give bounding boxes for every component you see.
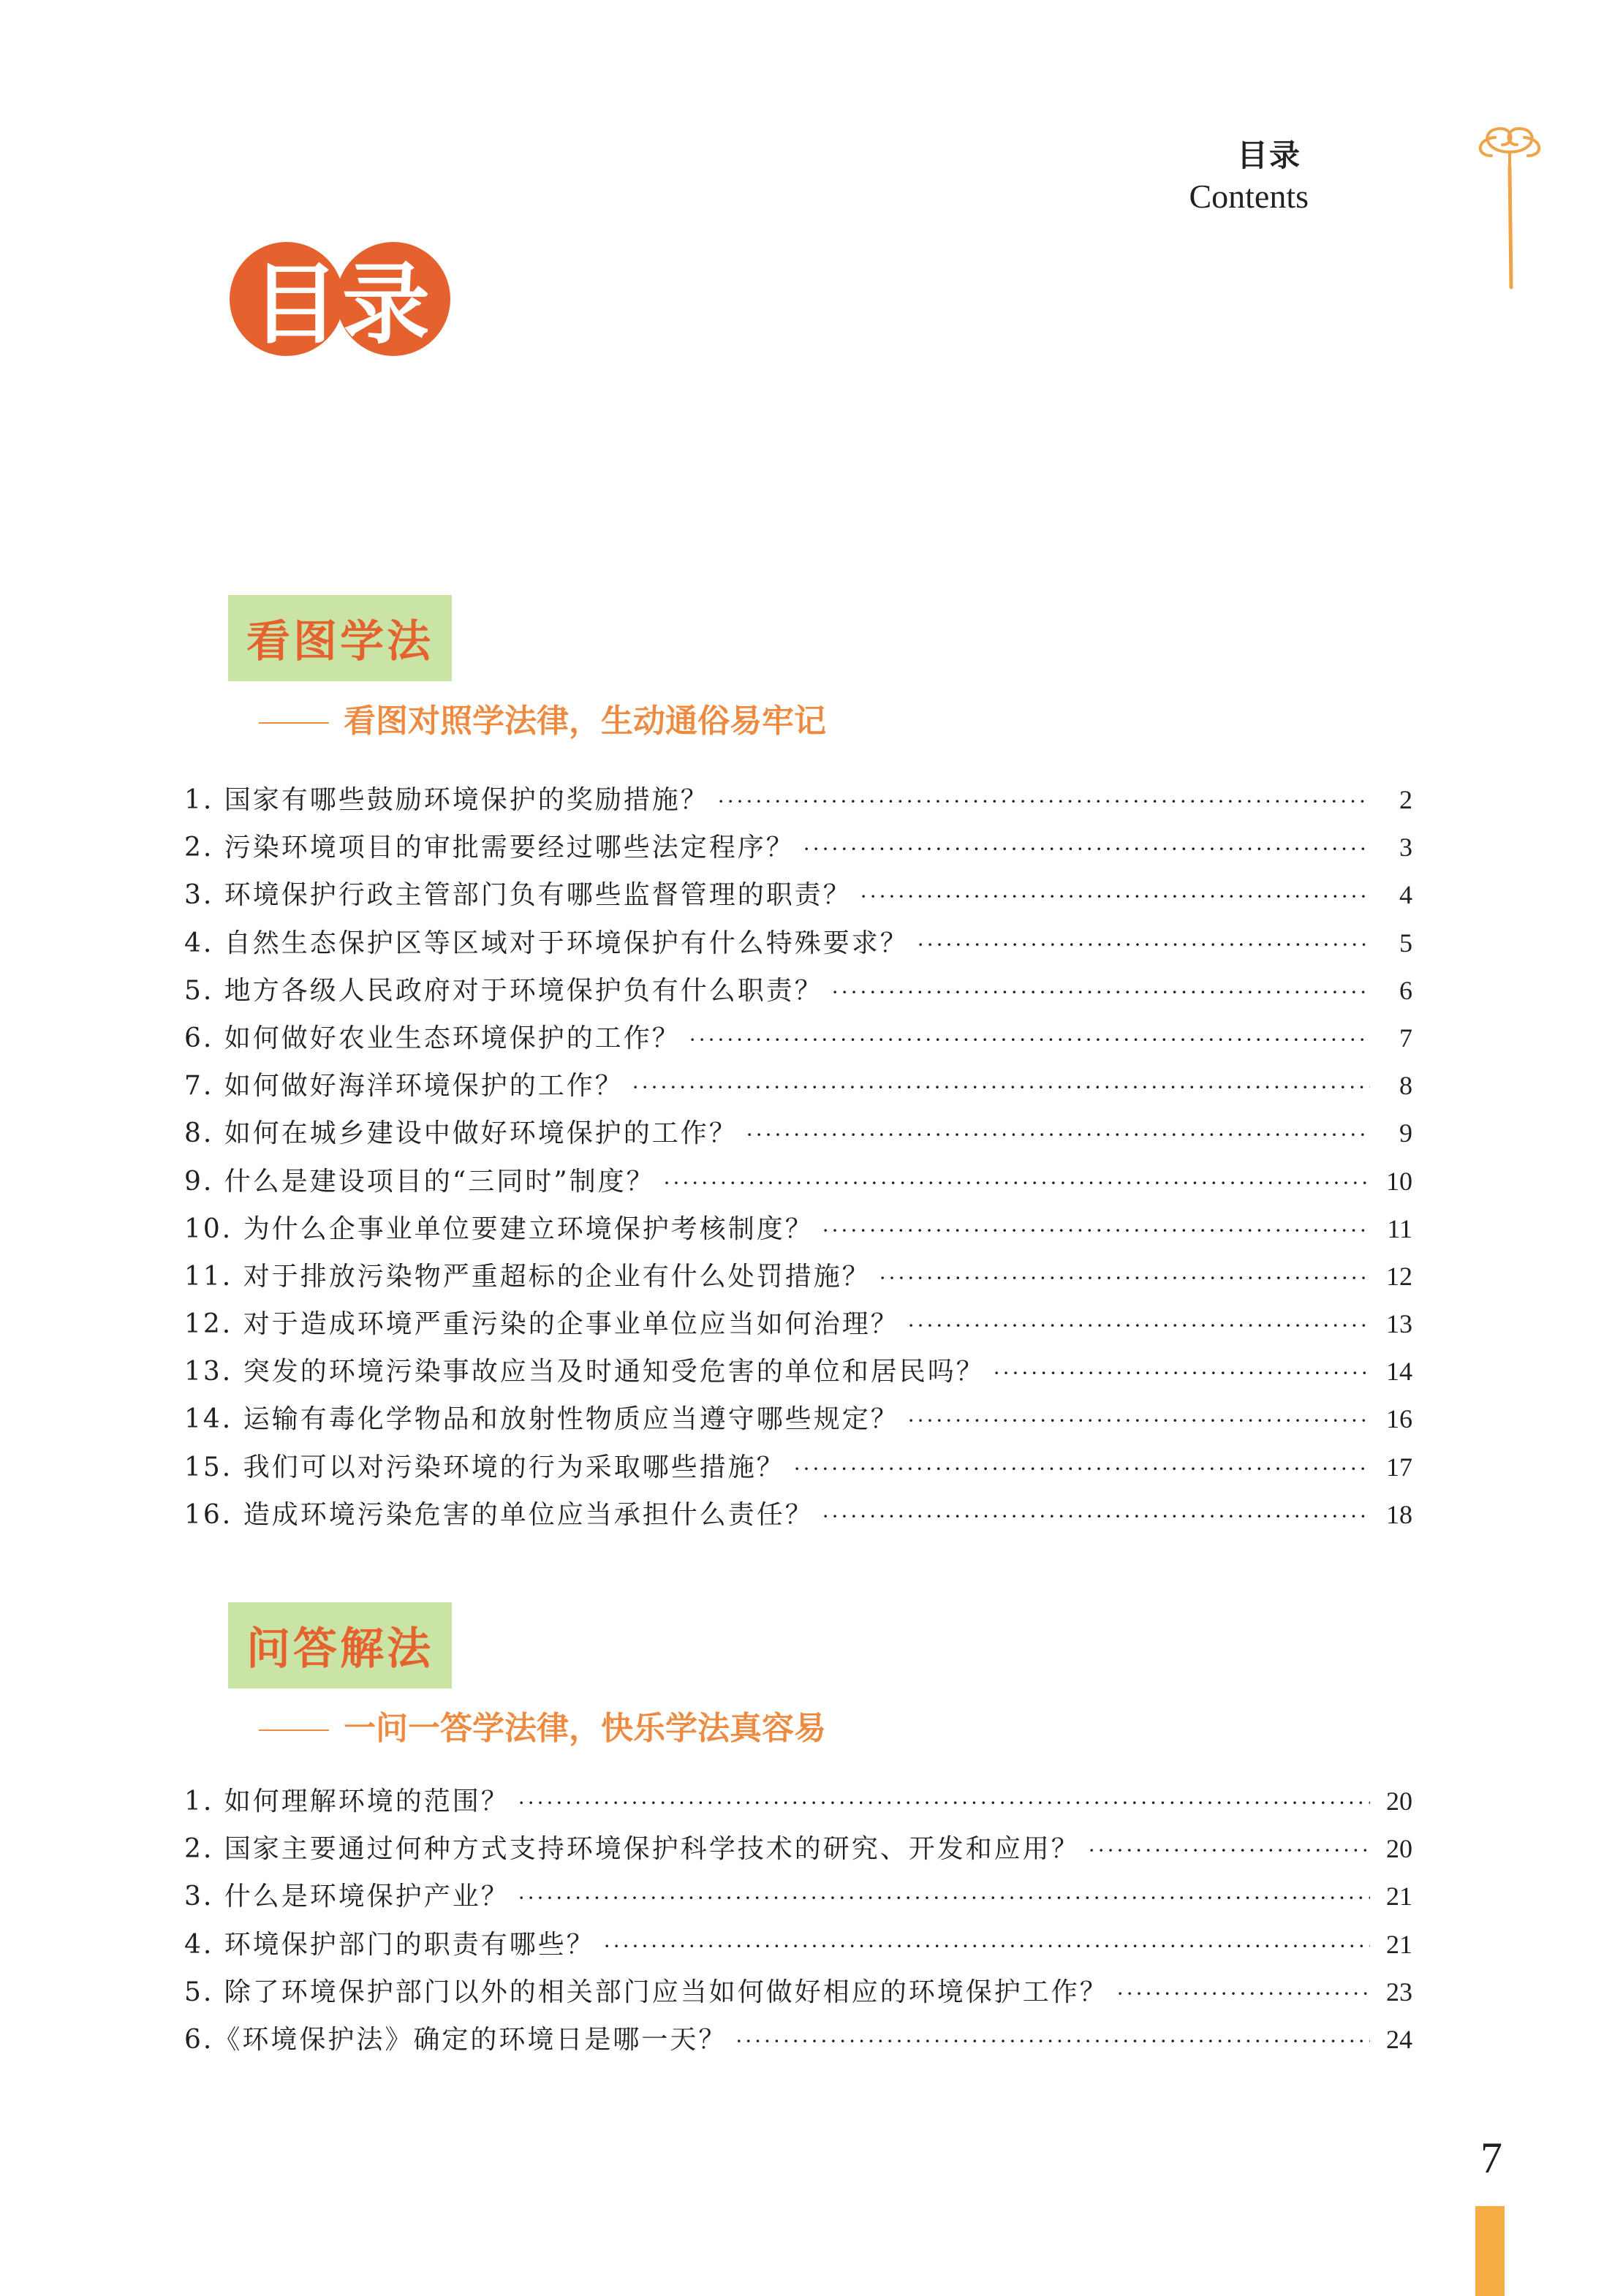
toc-entry[interactable] (184, 967, 1412, 1015)
page-edge-bar (1475, 2206, 1505, 2296)
dot-leader (746, 1111, 1370, 1159)
toc-entry[interactable] (184, 824, 1412, 871)
toc-list-section-1 (184, 776, 1412, 1539)
toc-entry-title: 11. 对于排放污染物严重超标的企业有什么处罚措施？ (184, 1261, 871, 1292)
toc-entry-page: 9 (1399, 1118, 1412, 1148)
toc-entry-page: 14 (1386, 1357, 1412, 1387)
toc-entry-title: 15. 我们可以对污染环境的行为采取哪些措施？ (184, 1452, 785, 1482)
toc-entry[interactable] (184, 871, 1412, 919)
dot-leader (518, 1874, 1370, 1922)
toc-entry-title: 1. 如何理解环境的范围？ (184, 1787, 510, 1816)
toc-entry-page: 13 (1386, 1309, 1412, 1339)
dash-icon (259, 722, 329, 724)
toc-entry[interactable] (184, 1110, 1412, 1157)
toc-entry-page: 7 (1399, 1023, 1412, 1053)
dot-leader (803, 825, 1370, 873)
page-number: 7 (1480, 2134, 1502, 2182)
dot-leader (518, 1779, 1370, 1827)
section-subtitle: 一问一答学法律，快乐学法真容易 (259, 1702, 826, 1748)
dot-leader (832, 969, 1370, 1016)
dot-leader (879, 1254, 1370, 1302)
toc-entry[interactable] (184, 1015, 1412, 1062)
toc-entry-page: 10 (1386, 1166, 1412, 1196)
toc-entry-title: 2. 国家主要通过何种方式支持环境保护科学技术的研究、开发和应用？ (184, 1834, 1080, 1865)
toc-entry-page: 5 (1399, 928, 1412, 958)
toc-entry-page: 23 (1386, 1977, 1412, 2007)
section-tag-picture-law: 看图学法 (228, 595, 452, 681)
toc-entry-page: 11 (1387, 1213, 1412, 1243)
toc-entry-page: 21 (1386, 1882, 1412, 1912)
toc-entry-title: 7. 如何做好海洋环境保护的工作？ (184, 1071, 624, 1102)
toc-entry-title: 3. 环境保护行政主管部门负有哪些监督管理的职责？ (184, 880, 852, 911)
running-header-title: 目录 (1236, 137, 1301, 173)
dot-leader (908, 1397, 1370, 1444)
toc-entry-page: 20 (1386, 1787, 1412, 1816)
dot-leader (689, 1016, 1370, 1064)
toc-entry-title: 14. 运输有毒化学物品和放射性物质应当遵守哪些规定？ (184, 1404, 899, 1435)
dash-icon (259, 1729, 329, 1731)
toc-entry-page: 20 (1386, 1834, 1412, 1864)
toc-entry-title: 8. 如何在城乡建设中做好环境保护的工作？ (184, 1118, 738, 1149)
toc-entry-title: 12. 对于造成环境严重污染的企事业单位应当如何治理？ (184, 1309, 899, 1340)
toc-entry-page: 21 (1386, 1929, 1412, 1959)
toc-entry-title: 13. 突发的环境污染事故应当及时通知受危害的单位和居民吗？ (184, 1357, 985, 1387)
toc-entry-title: 6. 如何做好农业生态环境保护的工作？ (184, 1023, 681, 1053)
dot-leader (794, 1445, 1370, 1493)
toc-entry[interactable] (184, 1778, 1412, 1825)
toc-entry-page: 4 (1399, 880, 1412, 910)
toc-entry-page: 24 (1386, 2024, 1412, 2054)
toc-entry[interactable] (184, 920, 1412, 967)
dot-leader (1117, 1970, 1370, 2017)
toc-entry-page: 2 (1399, 785, 1412, 814)
dot-leader (664, 1159, 1370, 1207)
toc-entry-page: 6 (1399, 975, 1412, 1005)
toc-entry[interactable] (184, 1158, 1412, 1205)
toc-entry[interactable] (184, 2016, 1412, 2064)
toc-entry[interactable] (184, 1348, 1412, 1395)
dot-leader (604, 1922, 1370, 1970)
dot-leader (994, 1349, 1370, 1397)
page-title: 目录 (251, 254, 433, 356)
toc-list-section-2 (184, 1778, 1412, 2064)
toc-entry-title: 5. 地方各级人民政府对于环境保护负有什么职责？ (184, 975, 823, 1006)
dot-leader (822, 1207, 1370, 1254)
section-subtitle: 看图对照学法律，生动通俗易牢记 (259, 694, 826, 741)
toc-entry-title: 16. 造成环境污染危害的单位应当承担什么责任？ (184, 1499, 814, 1530)
toc-entry-title: 9. 什么是建设项目的“三同时”制度？ (184, 1166, 655, 1197)
dot-leader (632, 1064, 1370, 1111)
running-header-subtitle: Contents (1189, 178, 1309, 215)
toc-entry[interactable] (184, 1444, 1412, 1491)
toc-entry[interactable] (184, 1253, 1412, 1300)
toc-entry[interactable] (184, 1491, 1412, 1539)
toc-entry-title: 10. 为什么企事业单位要建立环境保护考核制度？ (184, 1213, 814, 1244)
toc-entry[interactable] (184, 1205, 1412, 1253)
toc-entry-page: 17 (1386, 1452, 1412, 1482)
dot-leader (1089, 1827, 1370, 1874)
toc-entry-title: 4. 自然生态保护区等区域对于环境保护有什么特殊要求？ (184, 928, 909, 958)
dot-leader (918, 921, 1370, 969)
toc-entry-page: 16 (1386, 1404, 1412, 1434)
toc-entry-page: 3 (1399, 833, 1412, 863)
toc-entry-title: 3. 什么是环境保护产业？ (184, 1882, 510, 1912)
toc-entry-title: 6.《环境保护法》确定的环境日是哪一天？ (184, 2024, 727, 2055)
dot-leader (908, 1302, 1370, 1349)
toc-entry-page: 12 (1386, 1261, 1412, 1291)
toc-entry[interactable] (184, 1969, 1412, 2016)
toc-entry[interactable] (184, 1062, 1412, 1110)
toc-entry-title: 2. 污染环境项目的审批需要经过哪些法定程序？ (184, 833, 795, 863)
toc-entry-title: 4. 环境保护部门的职责有哪些？ (184, 1929, 595, 1960)
dot-leader (718, 778, 1370, 825)
toc-entry-title: 5. 除了环境保护部门以外的相关部门应当如何做好相应的环境保护工作？ (184, 1977, 1108, 2007)
toc-entry[interactable] (184, 1395, 1412, 1443)
dot-leader (860, 873, 1370, 920)
scroll-ornament-icon (1469, 123, 1550, 298)
toc-entry-title: 1. 国家有哪些鼓励环境保护的奖励措施？ (184, 785, 709, 815)
section-tag-qa-law: 问答解法 (228, 1602, 452, 1689)
toc-entry-page: 18 (1386, 1499, 1412, 1529)
toc-entry[interactable] (184, 1825, 1412, 1873)
toc-entry[interactable] (184, 1300, 1412, 1348)
toc-entry-page: 8 (1399, 1071, 1412, 1101)
dot-leader (822, 1493, 1370, 1540)
toc-entry[interactable] (184, 1921, 1412, 1969)
toc-entry[interactable] (184, 776, 1412, 824)
toc-entry[interactable] (184, 1873, 1412, 1920)
dot-leader (735, 2017, 1370, 2065)
